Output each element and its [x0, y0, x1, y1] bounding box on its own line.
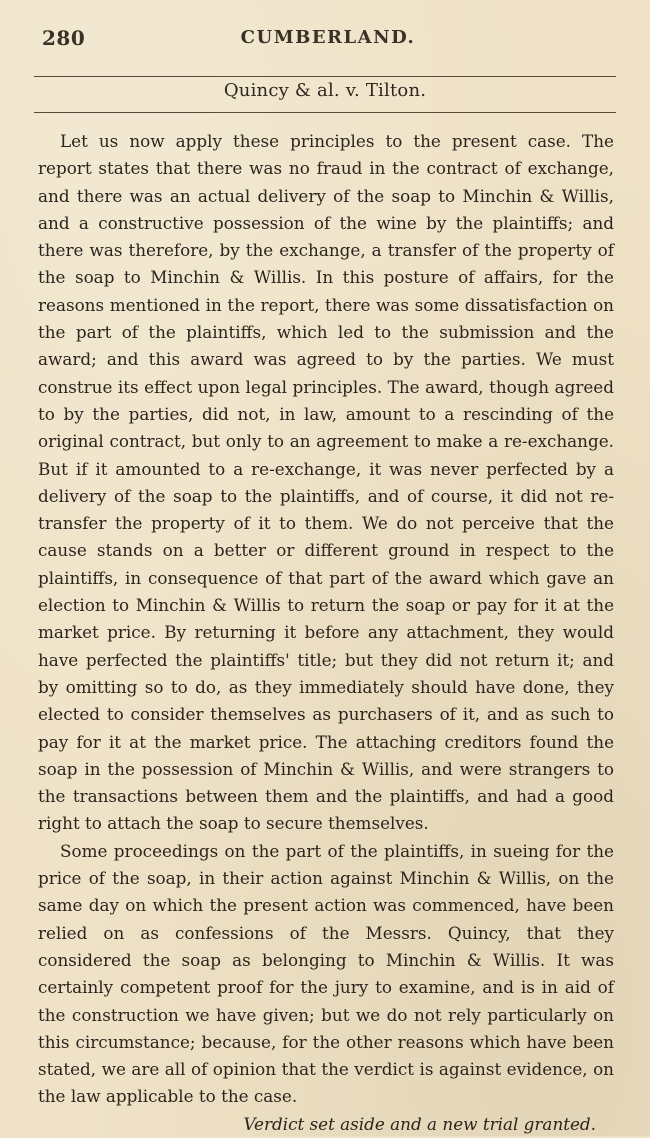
- page-number: 280: [42, 26, 86, 50]
- case-title: Quincy & al. v. Tilton.: [223, 80, 427, 101]
- verdict-line: Verdict set aside and a new trial granted.: [243, 1113, 596, 1134]
- header-rule-top: [34, 76, 616, 77]
- paragraph-2: Some proceedings on the part of the plaintiffs, in sueing for the price of the soap, in their action against Minchin & Willis, on the same day on which the present action was commenced, have been relied on as confessions of the Messrs. Quincy, that they considered the soap as belonging to Minchin & Willis. It was certainly competent proof for the jury to examine, and is in aid of the construction we have given; but we do not rely particularly on this circumstance; because, for the other reasons which have been stated, we are all of opinion that the verdict is against evidence, on the law applicable to the case.: [38, 840, 614, 1107]
- page-header: [42, 22, 614, 58]
- opinion-text: [38, 128, 614, 1134]
- paragraph-1: Let us now apply these principles to the present case. The report states that there was no fraud in the contract of exchange, and there was an actual delivery of the soap to Minchin & Willis, and a constructive possession of the wine by the plaintiffs; and there was therefore, by the exchange, a transfer of the property of the soap to Minchin & Willis. In this posture of affairs, for the reasons mentioned in the report, there was some dissatisfaction on the part of the plaintiffs, which led to the submission and the award; and this award was agreed to by the parties. We must construe its effect upon legal principles. The award, though agreed to by the parties, did not, in law, amount to a rescinding of the original contract, but only to an agreement to make a re-exchange. But if it amounted to a re-exchange, it was never perfected by a delivery of the soap to the plaintiffs, and of course, it did not re-transfer the property of it to them. We do not perceive that the cause stands on a better or different ground in respect to the plaintiffs, in consequence of that part of the award which gave an election to Minchin & Willis to return the soap or pay for it at the market price. By returning it before any attachment, they would have perfected the plaintiffs' title; but they did not return it; and by omitting so to do, as they immediately should have done, they elected to consider themselves as purchasers of it, and as such to pay for it at the market price. The attaching creditors found the soap in the possession of Minchin & Willis, and were strangers to the transactions between them and the plaintiffs, and had a good right to attach the soap to secure themselves.: [38, 131, 614, 834]
- running-head: CUMBERLAND.: [240, 27, 416, 48]
- header-rule-bottom: [34, 112, 616, 113]
